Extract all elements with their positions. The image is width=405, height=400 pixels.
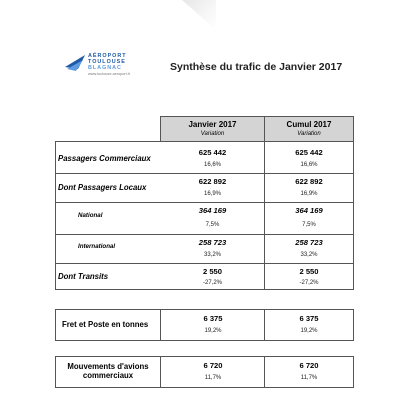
transits-janvier-value: 2 550	[202, 267, 222, 276]
passagers-cumul-value: 625 442	[295, 148, 323, 157]
national-cumul-pct: 7,5%	[302, 222, 316, 228]
fret-table	[55, 309, 354, 341]
national-cumul-value: 364 169	[295, 206, 323, 215]
transits-janvier-pct: -27,2%	[202, 280, 222, 286]
column-janvier	[160, 141, 265, 290]
mouvements-janvier-value: 6 720	[203, 361, 223, 370]
transits-cumul-value: 2 550	[299, 267, 319, 276]
national-janvier-value: 364 169	[198, 206, 227, 215]
label-transits: Dont Transits	[58, 272, 109, 281]
header-cumul-title: Cumul 2017	[286, 120, 332, 129]
header-janvier-variation: Variation	[200, 131, 225, 137]
label-fret: Fret et Poste en tonnes	[62, 320, 149, 329]
international-janvier-value: 258 723	[198, 238, 227, 247]
mouvements-cumul-value: 6 720	[299, 361, 319, 370]
header-janvier-title: Janvier 2017	[188, 120, 237, 129]
label-passagers-commerciaux: Passagers Commerciaux	[58, 154, 151, 163]
logo-line-1: AÉROPORT	[88, 53, 127, 59]
airport-logo	[64, 47, 154, 79]
airplane-logo-icon	[64, 51, 86, 73]
locaux-cumul-value: 622 892	[295, 177, 323, 186]
label-passagers-locaux: Dont Passagers Locaux	[58, 183, 147, 192]
international-cumul-pct: 33,2%	[300, 252, 318, 258]
transits-cumul-pct: -27,2%	[299, 280, 319, 286]
mouvements-janvier-cell	[160, 357, 265, 387]
locaux-cumul-pct: 16,9%	[300, 191, 318, 197]
locaux-janvier-value: 622 892	[198, 177, 227, 186]
row-divider	[265, 202, 353, 203]
labels-column	[55, 141, 161, 290]
label-mouvements: Mouvements d'avions commerciaux	[67, 362, 149, 380]
row-divider	[265, 263, 353, 264]
row-divider	[56, 234, 161, 235]
row-divider	[56, 173, 161, 174]
row-divider	[56, 202, 161, 203]
national-janvier-pct: 7,5%	[205, 222, 220, 228]
mouvements-janvier-pct: 11,7%	[204, 375, 222, 381]
row-divider	[265, 234, 353, 235]
label-international: International	[78, 243, 116, 250]
page-fold-corner	[182, 0, 216, 30]
mouvements-cumul-cell	[264, 357, 353, 387]
mouvements-cumul-pct: 11,7%	[300, 375, 318, 381]
fret-cumul-pct: 19,2%	[300, 328, 318, 334]
column-cumul	[264, 141, 354, 290]
passagers-cumul-pct: 16,6%	[300, 162, 318, 168]
page-title: Synthèse du trafic de Janvier 2017	[170, 61, 343, 73]
fret-janvier-cell	[160, 310, 265, 340]
header-janvier	[160, 116, 265, 142]
row-divider	[56, 263, 161, 264]
row-divider	[265, 173, 353, 174]
row-divider	[161, 202, 264, 203]
row-divider	[161, 234, 264, 235]
international-janvier-pct: 33,2%	[203, 252, 221, 258]
fret-janvier-value: 6 375	[203, 314, 223, 323]
label-national: National	[78, 212, 103, 219]
mouvements-table	[55, 356, 354, 388]
fret-cumul-cell	[264, 310, 353, 340]
header-cumul-variation: Variation	[297, 131, 321, 137]
locaux-janvier-pct: 16,9%	[203, 191, 221, 197]
passagers-janvier-pct: 16,6%	[203, 162, 221, 168]
logo-line-3: BLAGNAC	[88, 65, 122, 71]
row-divider	[161, 173, 264, 174]
fret-janvier-pct: 19,2%	[204, 328, 222, 334]
header-cumul	[264, 116, 354, 142]
logo-line-2: TOULOUSE	[88, 59, 126, 65]
fret-cumul-value: 6 375	[299, 314, 319, 323]
row-divider	[161, 263, 264, 264]
international-cumul-value: 258 723	[295, 238, 323, 247]
logo-url: www.toulouse.aeroport.fr	[88, 72, 130, 76]
passagers-janvier-value: 625 442	[198, 148, 227, 157]
